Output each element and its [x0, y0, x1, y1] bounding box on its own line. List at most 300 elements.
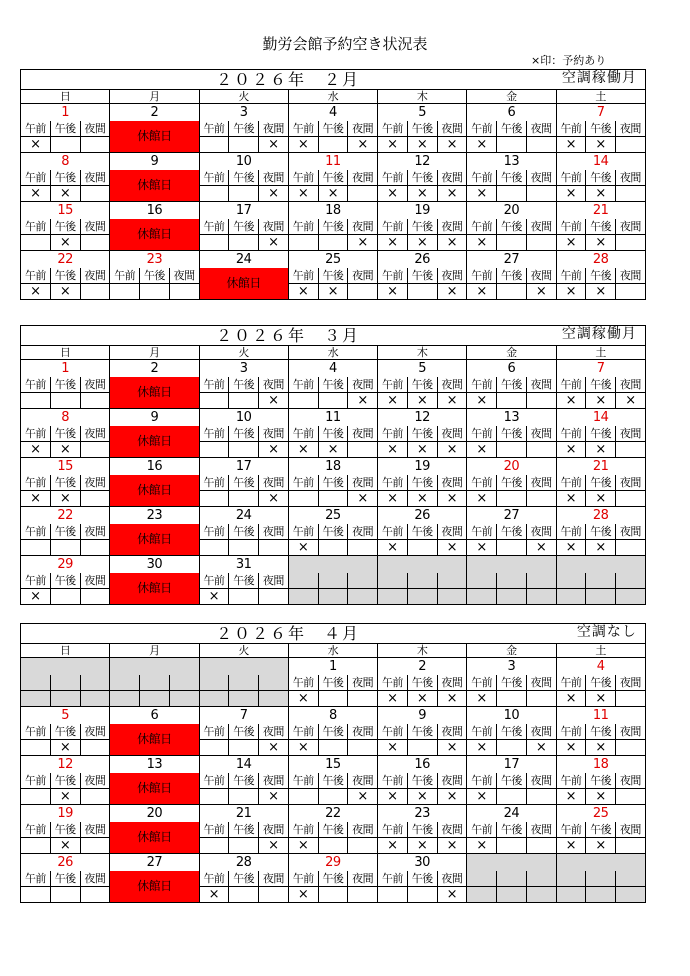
slot-label: 午後: [50, 573, 80, 589]
slot-mark: [616, 442, 646, 458]
slot-mark: [497, 235, 527, 251]
day-number: 26: [378, 251, 467, 268]
day-number: 1: [21, 360, 110, 377]
slot-mark: [21, 789, 51, 805]
slot-label: 夜間: [259, 724, 289, 740]
slot-mark: ×: [378, 540, 408, 556]
slot-mark: ×: [437, 393, 467, 409]
slot-label: 午後: [318, 675, 348, 691]
empty-cell: [140, 691, 170, 707]
empty-cell: [378, 589, 408, 605]
slot-mark: ×: [50, 740, 80, 756]
slot-label: 夜間: [259, 170, 289, 186]
slot-label: 午後: [318, 219, 348, 235]
slot-mark: [229, 887, 259, 903]
slot-label: 午後: [318, 524, 348, 540]
slot-mark: ×: [259, 137, 289, 153]
day-number: 30: [110, 556, 199, 573]
slot-mark: [497, 691, 527, 707]
slot-label: 午前: [467, 170, 497, 186]
slot-label: 午後: [586, 822, 616, 838]
empty-cell: [169, 675, 199, 691]
slot-mark: ×: [586, 137, 616, 153]
slot-label: 午前: [556, 121, 586, 137]
slot-label: 午後: [229, 822, 259, 838]
slot-mark: [497, 838, 527, 854]
day-number: 20: [467, 458, 556, 475]
slot-label: 午前: [378, 773, 408, 789]
empty-cell: [110, 691, 140, 707]
slot-label: 午後: [50, 475, 80, 491]
slot-label: 夜間: [259, 121, 289, 137]
empty-cell: [80, 675, 110, 691]
slot-label: 夜間: [437, 426, 467, 442]
day-number: 25: [288, 251, 377, 268]
slot-label: 夜間: [616, 219, 646, 235]
slot-label: 午前: [199, 724, 229, 740]
month-header: [21, 624, 646, 644]
slot-mark: [229, 442, 259, 458]
slot-mark: [288, 789, 318, 805]
slot-mark: ×: [288, 284, 318, 300]
slot-label: 夜間: [526, 773, 556, 789]
slot-label: 夜間: [526, 170, 556, 186]
slot-mark: ×: [288, 691, 318, 707]
slot-label: 午前: [378, 426, 408, 442]
slot-label: 午後: [50, 822, 80, 838]
slot-mark: ×: [526, 740, 556, 756]
slot-mark: ×: [526, 284, 556, 300]
slot-label: 午前: [21, 724, 51, 740]
slot-mark: [21, 887, 51, 903]
slot-label: 夜間: [348, 822, 378, 838]
slot-mark: [199, 491, 229, 507]
slot-mark: ×: [556, 491, 586, 507]
day-number: 5: [378, 360, 467, 377]
slot-label: 午後: [50, 121, 80, 137]
slot-label: 午後: [497, 426, 527, 442]
slot-label: 午前: [21, 268, 51, 284]
slot-label: 午後: [318, 426, 348, 442]
slot-mark: ×: [318, 186, 348, 202]
empty-cell: [21, 675, 51, 691]
slot-label: 夜間: [348, 773, 378, 789]
slot-mark: [497, 540, 527, 556]
slot-label: 夜間: [259, 426, 289, 442]
weekday-label: 月: [110, 644, 199, 658]
slot-label: 夜間: [616, 822, 646, 838]
slot-mark: [526, 442, 556, 458]
slot-mark: [348, 740, 378, 756]
slot-mark: [229, 491, 259, 507]
week-slot-labels: [21, 524, 646, 540]
week-marks: [21, 284, 646, 300]
slot-mark: ×: [378, 235, 408, 251]
day-number: 18: [288, 458, 377, 475]
empty-cell: [229, 675, 259, 691]
day-number: 6: [467, 360, 556, 377]
empty-cell: [80, 691, 110, 707]
slot-mark: [80, 589, 110, 605]
slot-mark: ×: [586, 540, 616, 556]
day-number: 7: [556, 360, 645, 377]
slot-label: 午前: [467, 219, 497, 235]
slot-label: 午前: [199, 524, 229, 540]
slot-label: 夜間: [526, 121, 556, 137]
slot-mark: [318, 691, 348, 707]
slot-label: 午前: [21, 573, 51, 589]
slot-mark: [497, 393, 527, 409]
slot-mark: ×: [199, 589, 229, 605]
slot-mark: [497, 186, 527, 202]
day-number: 24: [199, 507, 288, 524]
day-number: 14: [556, 409, 645, 426]
slot-label: 午後: [586, 773, 616, 789]
empty-cell: [318, 589, 348, 605]
slot-label: 夜間: [437, 219, 467, 235]
day-number: 28: [199, 854, 288, 871]
slot-mark: [616, 740, 646, 756]
slot-label: 夜間: [616, 724, 646, 740]
slot-label: 午後: [50, 219, 80, 235]
slot-label: 午後: [50, 170, 80, 186]
slot-label: 夜間: [169, 268, 199, 284]
day-number: 10: [199, 409, 288, 426]
slot-mark: ×: [378, 186, 408, 202]
slot-label: 午前: [288, 822, 318, 838]
slot-label: 午前: [556, 773, 586, 789]
slot-label: 夜間: [348, 268, 378, 284]
slot-mark: [407, 284, 437, 300]
day-number: 11: [556, 707, 645, 724]
slot-mark: [50, 393, 80, 409]
slot-label: 夜間: [80, 121, 110, 137]
slot-mark: ×: [50, 442, 80, 458]
slot-mark: [50, 887, 80, 903]
day-number: 8: [288, 707, 377, 724]
slot-mark: ×: [467, 540, 497, 556]
slot-label: 午後: [407, 426, 437, 442]
week-day-numbers: [21, 854, 646, 871]
weekday-label: 水: [288, 90, 377, 104]
slot-mark: ×: [586, 838, 616, 854]
slot-mark: [616, 186, 646, 202]
slot-mark: [140, 284, 170, 300]
empty-cell: [556, 573, 586, 589]
slot-mark: [497, 284, 527, 300]
slot-label: 午後: [318, 724, 348, 740]
slot-label: 夜間: [259, 377, 289, 393]
slot-mark: [199, 740, 229, 756]
slot-mark: ×: [586, 691, 616, 707]
slot-label: 午後: [497, 475, 527, 491]
slot-label: 夜間: [616, 170, 646, 186]
slot-mark: ×: [259, 235, 289, 251]
slot-mark: [318, 235, 348, 251]
day-number: 10: [467, 707, 556, 724]
slot-label: 夜間: [259, 219, 289, 235]
week-slot-labels: [21, 170, 646, 186]
slot-label: 午前: [288, 377, 318, 393]
slot-mark: ×: [21, 186, 51, 202]
slot-label: 夜間: [80, 268, 110, 284]
slot-label: 夜間: [348, 475, 378, 491]
slot-mark: ×: [21, 491, 51, 507]
slot-label: 午前: [556, 724, 586, 740]
slot-mark: [80, 393, 110, 409]
slot-label: 午後: [229, 426, 259, 442]
slot-label: 午前: [199, 377, 229, 393]
slot-mark: [259, 540, 289, 556]
closed-day: 休館日: [110, 524, 199, 556]
slot-mark: ×: [348, 235, 378, 251]
day-number: 1: [21, 104, 110, 121]
week-slot-labels: [21, 426, 646, 442]
empty-cell: [378, 556, 467, 573]
slot-label: 午前: [288, 121, 318, 137]
slot-mark: [229, 789, 259, 805]
day-number: 3: [467, 658, 556, 675]
slot-mark: ×: [378, 137, 408, 153]
day-number: 15: [288, 756, 377, 773]
slot-label: 午後: [50, 724, 80, 740]
slot-label: 午前: [467, 121, 497, 137]
empty-cell: [407, 573, 437, 589]
week-day-numbers: [21, 458, 646, 475]
slot-mark: ×: [348, 393, 378, 409]
slot-label: 午後: [229, 773, 259, 789]
empty-cell: [437, 589, 467, 605]
day-number: 13: [467, 409, 556, 426]
day-number: 23: [378, 805, 467, 822]
empty-cell: [586, 573, 616, 589]
slot-label: 午前: [467, 268, 497, 284]
day-number: 6: [110, 707, 199, 724]
slot-mark: ×: [259, 789, 289, 805]
slot-label: 夜間: [616, 377, 646, 393]
slot-mark: ×: [407, 789, 437, 805]
slot-label: 午前: [288, 475, 318, 491]
empty-cell: [378, 573, 408, 589]
day-number: 26: [378, 507, 467, 524]
empty-cell: [556, 556, 645, 573]
slot-mark: ×: [318, 442, 348, 458]
weekday-label: 火: [199, 90, 288, 104]
slot-label: 午前: [556, 219, 586, 235]
slot-label: 午後: [497, 170, 527, 186]
slot-label: 夜間: [616, 524, 646, 540]
slot-label: 夜間: [80, 170, 110, 186]
empty-cell: [616, 589, 646, 605]
slot-mark: ×: [437, 442, 467, 458]
slot-mark: [288, 491, 318, 507]
empty-cell: [199, 675, 229, 691]
weekday-label: 日: [21, 90, 110, 104]
day-number: 1: [288, 658, 377, 675]
week-day-numbers: [21, 707, 646, 724]
slot-label: 午前: [467, 524, 497, 540]
week-day-numbers: [21, 251, 646, 268]
slot-mark: ×: [407, 838, 437, 854]
slot-label: 夜間: [437, 170, 467, 186]
slot-mark: [616, 284, 646, 300]
empty-cell: [50, 691, 80, 707]
day-number: 26: [21, 854, 110, 871]
slot-mark: [80, 740, 110, 756]
slot-label: 夜間: [437, 675, 467, 691]
empty-cell: [616, 573, 646, 589]
slot-mark: [199, 442, 229, 458]
day-number: 10: [199, 153, 288, 170]
closed-day: 休館日: [110, 377, 199, 409]
day-number: 16: [378, 756, 467, 773]
slot-mark: ×: [50, 491, 80, 507]
slot-label: 午後: [229, 871, 259, 887]
day-number: 23: [110, 251, 199, 268]
empty-cell: [616, 871, 646, 887]
closed-day: 休館日: [110, 475, 199, 507]
slot-label: 午後: [407, 268, 437, 284]
empty-cell: [497, 871, 527, 887]
day-number: 7: [556, 104, 645, 121]
day-number: 30: [378, 854, 467, 871]
empty-cell: [437, 573, 467, 589]
slot-label: 午後: [229, 573, 259, 589]
slot-label: 夜間: [259, 773, 289, 789]
slot-label: 夜間: [259, 475, 289, 491]
slot-mark: [497, 442, 527, 458]
slot-label: 午前: [467, 377, 497, 393]
day-number: 18: [556, 756, 645, 773]
empty-cell: [586, 887, 616, 903]
slot-label: 夜間: [80, 871, 110, 887]
slot-mark: [318, 740, 348, 756]
slot-label: 午前: [199, 475, 229, 491]
slot-mark: [497, 137, 527, 153]
slot-mark: [497, 789, 527, 805]
day-number: 15: [21, 458, 110, 475]
slot-mark: ×: [437, 691, 467, 707]
day-number: 20: [110, 805, 199, 822]
day-number: 19: [378, 458, 467, 475]
slot-mark: [526, 491, 556, 507]
slot-mark: [199, 838, 229, 854]
slot-label: 夜間: [526, 524, 556, 540]
month-name: ２０２６年 ４月: [216, 624, 361, 643]
slot-mark: ×: [407, 442, 437, 458]
slot-mark: ×: [407, 393, 437, 409]
slot-label: 午前: [21, 524, 51, 540]
slot-mark: [348, 838, 378, 854]
week-slot-labels: [21, 121, 646, 137]
day-number: 8: [21, 153, 110, 170]
slot-mark: [80, 235, 110, 251]
day-number: 3: [199, 104, 288, 121]
slot-label: 夜間: [526, 822, 556, 838]
slot-mark: [616, 691, 646, 707]
slot-label: 夜間: [526, 268, 556, 284]
empty-cell: [586, 871, 616, 887]
slot-mark: ×: [556, 442, 586, 458]
slot-mark: ×: [437, 137, 467, 153]
day-number: 22: [288, 805, 377, 822]
slot-label: 午前: [21, 170, 51, 186]
slot-mark: [318, 393, 348, 409]
week-marks: [21, 691, 646, 707]
slot-mark: ×: [378, 284, 408, 300]
empty-cell: [407, 589, 437, 605]
slot-mark: [616, 838, 646, 854]
slot-label: 夜間: [259, 822, 289, 838]
day-number: 27: [467, 251, 556, 268]
day-number: 21: [556, 202, 645, 219]
slot-mark: ×: [378, 838, 408, 854]
weekday-label: 木: [378, 644, 467, 658]
slot-mark: ×: [467, 838, 497, 854]
slot-label: 午後: [497, 219, 527, 235]
slot-label: 午前: [556, 377, 586, 393]
slot-mark: [229, 393, 259, 409]
slot-label: 午後: [229, 524, 259, 540]
slot-mark: [526, 186, 556, 202]
slot-label: 夜間: [616, 773, 646, 789]
ac-status: 空調なし: [576, 624, 637, 640]
slot-label: 午後: [50, 871, 80, 887]
slot-label: 夜間: [526, 475, 556, 491]
slot-mark: [80, 137, 110, 153]
slot-label: 午前: [556, 524, 586, 540]
slot-mark: ×: [526, 540, 556, 556]
slot-label: 夜間: [80, 426, 110, 442]
week-day-numbers: [21, 360, 646, 377]
day-number: 23: [110, 507, 199, 524]
slot-mark: [616, 789, 646, 805]
slot-label: 夜間: [348, 524, 378, 540]
empty-cell: [110, 675, 140, 691]
slot-mark: [199, 393, 229, 409]
slot-label: 午後: [497, 524, 527, 540]
slot-label: 午後: [407, 822, 437, 838]
empty-cell: [556, 589, 586, 605]
week-day-numbers: [21, 409, 646, 426]
slot-mark: ×: [556, 137, 586, 153]
slot-mark: [229, 740, 259, 756]
slot-label: 午前: [199, 219, 229, 235]
slot-label: 午前: [467, 822, 497, 838]
slot-label: 午後: [497, 377, 527, 393]
closed-day: 休館日: [199, 268, 288, 300]
slot-mark: ×: [437, 540, 467, 556]
day-number: 29: [288, 854, 377, 871]
slot-label: 午前: [378, 475, 408, 491]
slot-label: 午前: [199, 822, 229, 838]
slot-mark: [50, 137, 80, 153]
day-number: 13: [467, 153, 556, 170]
slot-label: 午前: [288, 268, 318, 284]
slot-label: 午前: [378, 170, 408, 186]
day-number: 22: [21, 507, 110, 524]
slot-mark: [526, 137, 556, 153]
slot-label: 夜間: [348, 871, 378, 887]
week-slot-labels: [21, 822, 646, 838]
slot-mark: [110, 284, 140, 300]
slot-label: 午後: [318, 170, 348, 186]
slot-mark: ×: [437, 284, 467, 300]
slot-mark: [50, 540, 80, 556]
slot-label: 午後: [318, 268, 348, 284]
day-number: 16: [110, 202, 199, 219]
slot-mark: ×: [407, 491, 437, 507]
